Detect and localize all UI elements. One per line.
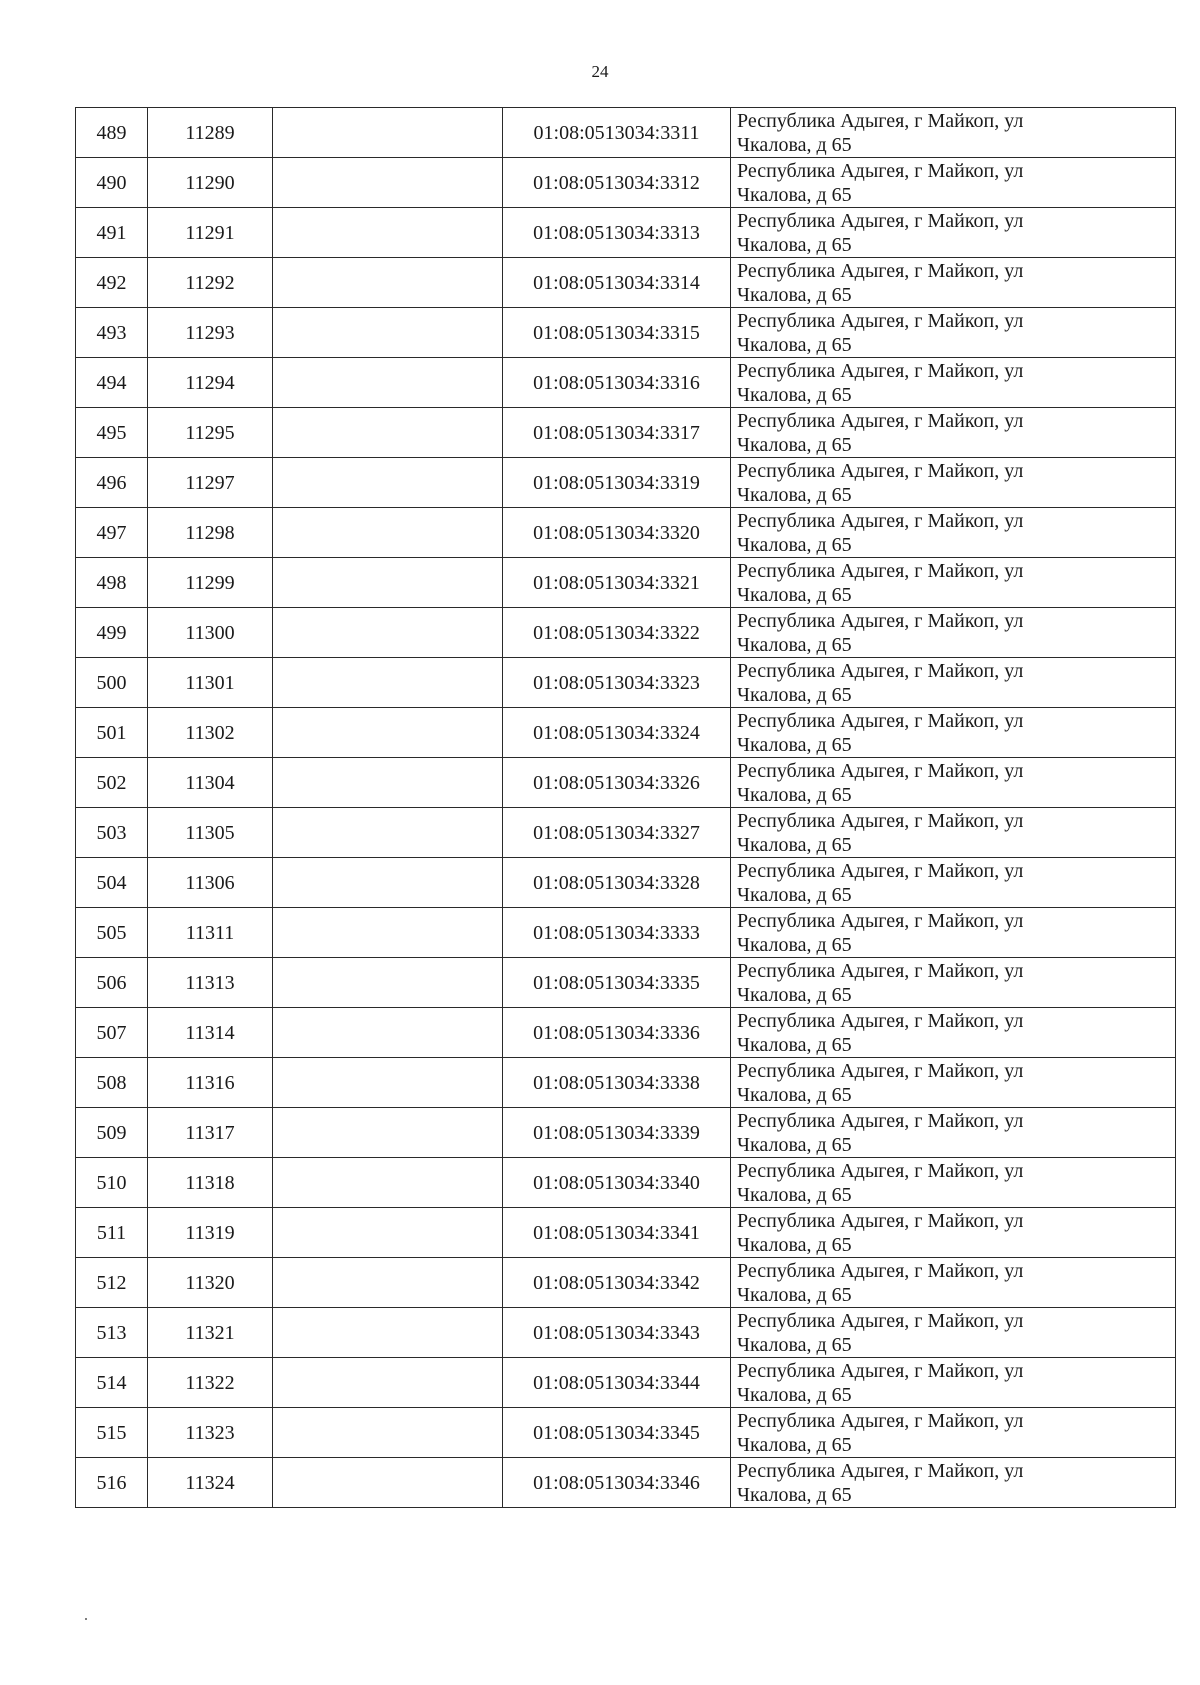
object-code-cell: 11297: [148, 458, 273, 508]
object-code-cell: 11290: [148, 158, 273, 208]
address-cell: [731, 358, 1176, 408]
row-number-cell: 507: [76, 1008, 148, 1058]
cadastral-number-cell: 01:08:0513034:3341: [503, 1208, 731, 1258]
address-line-2: Чкалова, д 65: [737, 983, 852, 1006]
table-row: [76, 1408, 1176, 1458]
address-line-2: Чкалова, д 65: [737, 1283, 852, 1306]
empty-cell: [273, 1258, 503, 1308]
row-number-cell: 515: [76, 1408, 148, 1458]
table-row: [76, 658, 1176, 708]
table-row: [76, 1308, 1176, 1358]
address-cell: [731, 1258, 1176, 1308]
empty-cell: [273, 958, 503, 1008]
empty-cell: [273, 1308, 503, 1358]
table-row: [76, 908, 1176, 958]
empty-cell: [273, 858, 503, 908]
address-cell: [731, 208, 1176, 258]
row-number-cell: 496: [76, 458, 148, 508]
object-code-cell: 11320: [148, 1258, 273, 1308]
address-cell: [731, 908, 1176, 958]
cadastral-number-cell: 01:08:0513034:3346: [503, 1458, 731, 1508]
empty-cell: [273, 158, 503, 208]
address-line-2: Чкалова, д 65: [737, 1433, 852, 1456]
row-number-cell: 516: [76, 1458, 148, 1508]
empty-cell: [273, 208, 503, 258]
address-line-1: Республика Адыгея, г Майкоп, ул: [737, 759, 1024, 782]
address-cell: [731, 608, 1176, 658]
page-number: 24: [591, 62, 609, 81]
object-code-cell: 11313: [148, 958, 273, 1008]
table-row: [76, 958, 1176, 1008]
object-code-cell: 11292: [148, 258, 273, 308]
table-row: [76, 158, 1176, 208]
address-line-1: Республика Адыгея, г Майкоп, ул: [737, 309, 1024, 332]
empty-cell: [273, 358, 503, 408]
empty-cell: [273, 658, 503, 708]
object-code-cell: 11322: [148, 1358, 273, 1408]
cadastral-number-cell: 01:08:0513034:3336: [503, 1008, 731, 1058]
address-cell: [731, 1458, 1176, 1508]
object-code-cell: 11305: [148, 808, 273, 858]
empty-cell: [273, 1358, 503, 1408]
table-row: [76, 608, 1176, 658]
address-line-1: Республика Адыгея, г Майкоп, ул: [737, 1359, 1024, 1382]
empty-cell: [273, 108, 503, 158]
table-row: [76, 258, 1176, 308]
address-line-2: Чкалова, д 65: [737, 1083, 852, 1106]
address-line-2: Чкалова, д 65: [737, 1233, 852, 1256]
address-line-2: Чкалова, д 65: [737, 333, 852, 356]
empty-cell: [273, 558, 503, 608]
object-code-cell: 11295: [148, 408, 273, 458]
table-row: [76, 1458, 1176, 1508]
cadastral-number-cell: 01:08:0513034:3323: [503, 658, 731, 708]
address-line-2: Чкалова, д 65: [737, 933, 852, 956]
object-code-cell: 11324: [148, 1458, 273, 1508]
object-code-cell: 11318: [148, 1158, 273, 1208]
row-number-cell: 490: [76, 158, 148, 208]
address-cell: [731, 1008, 1176, 1058]
address-line-2: Чкалова, д 65: [737, 283, 852, 306]
table-row: [76, 1358, 1176, 1408]
address-cell: [731, 1408, 1176, 1458]
object-code-cell: 11321: [148, 1308, 273, 1358]
cadastral-number-cell: 01:08:0513034:3338: [503, 1058, 731, 1108]
address-line-2: Чкалова, д 65: [737, 833, 852, 856]
address-line-1: Республика Адыгея, г Майкоп, ул: [737, 559, 1024, 582]
cadastral-number-cell: 01:08:0513034:3344: [503, 1358, 731, 1408]
cadastral-number-cell: 01:08:0513034:3327: [503, 808, 731, 858]
cadastral-number-cell: 01:08:0513034:3343: [503, 1308, 731, 1358]
address-cell: [731, 1308, 1176, 1358]
table-row: [76, 458, 1176, 508]
address-line-1: Республика Адыгея, г Майкоп, ул: [737, 959, 1024, 982]
row-number-cell: 502: [76, 758, 148, 808]
address-line-1: Республика Адыгея, г Майкоп, ул: [737, 709, 1024, 732]
table-row: [76, 408, 1176, 458]
table-row: [76, 508, 1176, 558]
property-registry-table: [75, 107, 1176, 1508]
empty-cell: [273, 458, 503, 508]
address-line-1: Республика Адыгея, г Майкоп, ул: [737, 1309, 1024, 1332]
table-row: [76, 358, 1176, 408]
address-line-2: Чкалова, д 65: [737, 1183, 852, 1206]
object-code-cell: 11302: [148, 708, 273, 758]
table-row: [76, 1208, 1176, 1258]
cadastral-number-cell: 01:08:0513034:3313: [503, 208, 731, 258]
address-line-1: Республика Адыгея, г Майкоп, ул: [737, 409, 1024, 432]
table-row: [76, 808, 1176, 858]
row-number-cell: 492: [76, 258, 148, 308]
empty-cell: [273, 258, 503, 308]
row-number-cell: 509: [76, 1108, 148, 1158]
cadastral-number-cell: 01:08:0513034:3319: [503, 458, 731, 508]
address-line-1: Республика Адыгея, г Майкоп, ул: [737, 659, 1024, 682]
address-line-2: Чкалова, д 65: [737, 783, 852, 806]
row-number-cell: 501: [76, 708, 148, 758]
address-cell: [731, 158, 1176, 208]
cadastral-number-cell: 01:08:0513034:3324: [503, 708, 731, 758]
object-code-cell: 11323: [148, 1408, 273, 1458]
address-line-2: Чкалова, д 65: [737, 633, 852, 656]
row-number-cell: 491: [76, 208, 148, 258]
object-code-cell: 11300: [148, 608, 273, 658]
row-number-cell: 505: [76, 908, 148, 958]
row-number-cell: 513: [76, 1308, 148, 1358]
cadastral-number-cell: 01:08:0513034:3315: [503, 308, 731, 358]
address-line-1: Республика Адыгея, г Майкоп, ул: [737, 1459, 1024, 1482]
address-line-2: Чкалова, д 65: [737, 883, 852, 906]
address-cell: [731, 308, 1176, 358]
table-row: [76, 1058, 1176, 1108]
cadastral-number-cell: 01:08:0513034:3345: [503, 1408, 731, 1458]
object-code-cell: 11301: [148, 658, 273, 708]
address-line-2: Чкалова, д 65: [737, 683, 852, 706]
address-line-1: Республика Адыгея, г Майкоп, ул: [737, 159, 1024, 182]
address-line-2: Чкалова, д 65: [737, 233, 852, 256]
cadastral-number-cell: 01:08:0513034:3321: [503, 558, 731, 608]
table-body: [76, 108, 1176, 1508]
empty-cell: [273, 308, 503, 358]
table-row: [76, 1008, 1176, 1058]
address-cell: [731, 1358, 1176, 1408]
row-number-cell: 506: [76, 958, 148, 1008]
address-line-1: Республика Адыгея, г Майкоп, ул: [737, 1209, 1024, 1232]
cadastral-number-cell: 01:08:0513034:3333: [503, 908, 731, 958]
row-number-cell: 497: [76, 508, 148, 558]
address-cell: [731, 458, 1176, 508]
cadastral-number-cell: 01:08:0513034:3339: [503, 1108, 731, 1158]
table-row: [76, 558, 1176, 608]
address-line-2: Чкалова, д 65: [737, 733, 852, 756]
table-row: [76, 308, 1176, 358]
object-code-cell: 11298: [148, 508, 273, 558]
address-line-1: Республика Адыгея, г Майкоп, ул: [737, 1109, 1024, 1132]
empty-cell: [273, 1208, 503, 1258]
empty-cell: [273, 758, 503, 808]
address-cell: [731, 558, 1176, 608]
row-number-cell: 493: [76, 308, 148, 358]
cadastral-number-cell: 01:08:0513034:3328: [503, 858, 731, 908]
empty-cell: [273, 1008, 503, 1058]
table-row: [76, 108, 1176, 158]
address-cell: [731, 1158, 1176, 1208]
table-row: [76, 1258, 1176, 1308]
cadastral-number-cell: 01:08:0513034:3322: [503, 608, 731, 658]
object-code-cell: 11289: [148, 108, 273, 158]
empty-cell: [273, 1108, 503, 1158]
row-number-cell: 494: [76, 358, 148, 408]
cadastral-number-cell: 01:08:0513034:3326: [503, 758, 731, 808]
address-line-1: Республика Адыгея, г Майкоп, ул: [737, 459, 1024, 482]
address-cell: [731, 858, 1176, 908]
empty-cell: [273, 1158, 503, 1208]
address-cell: [731, 1108, 1176, 1158]
table-row: [76, 1158, 1176, 1208]
address-line-2: Чкалова, д 65: [737, 133, 852, 156]
cadastral-number-cell: 01:08:0513034:3342: [503, 1258, 731, 1308]
address-line-1: Республика Адыгея, г Майкоп, ул: [737, 1409, 1024, 1432]
object-code-cell: 11294: [148, 358, 273, 408]
table-row: [76, 758, 1176, 808]
address-line-2: Чкалова, д 65: [737, 1333, 852, 1356]
table-row: [76, 708, 1176, 758]
address-line-1: Республика Адыгея, г Майкоп, ул: [737, 259, 1024, 282]
address-line-2: Чкалова, д 65: [737, 1033, 852, 1056]
empty-cell: [273, 1058, 503, 1108]
row-number-cell: 499: [76, 608, 148, 658]
row-number-cell: 508: [76, 1058, 148, 1108]
cadastral-number-cell: 01:08:0513034:3340: [503, 1158, 731, 1208]
row-number-cell: 504: [76, 858, 148, 908]
empty-cell: [273, 408, 503, 458]
cadastral-number-cell: 01:08:0513034:3335: [503, 958, 731, 1008]
address-line-2: Чкалова, д 65: [737, 583, 852, 606]
address-line-2: Чкалова, д 65: [737, 433, 852, 456]
address-line-2: Чкалова, д 65: [737, 483, 852, 506]
cadastral-number-cell: 01:08:0513034:3320: [503, 508, 731, 558]
table-row: [76, 208, 1176, 258]
address-line-1: Республика Адыгея, г Майкоп, ул: [737, 1059, 1024, 1082]
address-line-1: Республика Адыгея, г Майкоп, ул: [737, 1159, 1024, 1182]
row-number-cell: 495: [76, 408, 148, 458]
address-cell: [731, 108, 1176, 158]
scan-speck: [85, 1618, 87, 1620]
empty-cell: [273, 508, 503, 558]
address-cell: [731, 508, 1176, 558]
address-line-1: Республика Адыгея, г Майкоп, ул: [737, 609, 1024, 632]
empty-cell: [273, 608, 503, 658]
row-number-cell: 511: [76, 1208, 148, 1258]
object-code-cell: 11316: [148, 1058, 273, 1108]
row-number-cell: 514: [76, 1358, 148, 1408]
object-code-cell: 11311: [148, 908, 273, 958]
object-code-cell: 11319: [148, 1208, 273, 1258]
address-line-2: Чкалова, д 65: [737, 533, 852, 556]
address-cell: [731, 808, 1176, 858]
object-code-cell: 11306: [148, 858, 273, 908]
table-row: [76, 1108, 1176, 1158]
address-line-1: Республика Адыгея, г Майкоп, ул: [737, 209, 1024, 232]
address-line-1: Республика Адыгея, г Майкоп, ул: [737, 859, 1024, 882]
address-cell: [731, 658, 1176, 708]
cadastral-number-cell: 01:08:0513034:3317: [503, 408, 731, 458]
object-code-cell: 11304: [148, 758, 273, 808]
address-cell: [731, 958, 1176, 1008]
object-code-cell: 11293: [148, 308, 273, 358]
cadastral-number-cell: 01:08:0513034:3314: [503, 258, 731, 308]
address-line-2: Чкалова, д 65: [737, 383, 852, 406]
address-line-1: Республика Адыгея, г Майкоп, ул: [737, 909, 1024, 932]
address-line-1: Республика Адыгея, г Майкоп, ул: [737, 359, 1024, 382]
object-code-cell: 11299: [148, 558, 273, 608]
row-number-cell: 503: [76, 808, 148, 858]
empty-cell: [273, 1408, 503, 1458]
table-row: [76, 858, 1176, 908]
row-number-cell: 498: [76, 558, 148, 608]
cadastral-number-cell: 01:08:0513034:3312: [503, 158, 731, 208]
address-line-1: Республика Адыгея, г Майкоп, ул: [737, 109, 1024, 132]
row-number-cell: 510: [76, 1158, 148, 1208]
empty-cell: [273, 808, 503, 858]
object-code-cell: 11317: [148, 1108, 273, 1158]
address-line-1: Республика Адыгея, г Майкоп, ул: [737, 1259, 1024, 1282]
address-line-1: Республика Адыгея, г Майкоп, ул: [737, 509, 1024, 532]
address-cell: [731, 258, 1176, 308]
cadastral-number-cell: 01:08:0513034:3311: [503, 108, 731, 158]
address-line-2: Чкалова, д 65: [737, 1383, 852, 1406]
object-code-cell: 11291: [148, 208, 273, 258]
address-cell: [731, 708, 1176, 758]
empty-cell: [273, 708, 503, 758]
object-code-cell: 11314: [148, 1008, 273, 1058]
address-line-1: Республика Адыгея, г Майкоп, ул: [737, 1009, 1024, 1032]
empty-cell: [273, 908, 503, 958]
address-cell: [731, 1208, 1176, 1258]
cadastral-number-cell: 01:08:0513034:3316: [503, 358, 731, 408]
address-line-2: Чкалова, д 65: [737, 1133, 852, 1156]
address-cell: [731, 758, 1176, 808]
address-cell: [731, 408, 1176, 458]
address-line-1: Республика Адыгея, г Майкоп, ул: [737, 809, 1024, 832]
row-number-cell: 512: [76, 1258, 148, 1308]
address-cell: [731, 1058, 1176, 1108]
row-number-cell: 500: [76, 658, 148, 708]
row-number-cell: 489: [76, 108, 148, 158]
address-line-2: Чкалова, д 65: [737, 1483, 852, 1506]
address-line-2: Чкалова, д 65: [737, 183, 852, 206]
empty-cell: [273, 1458, 503, 1508]
